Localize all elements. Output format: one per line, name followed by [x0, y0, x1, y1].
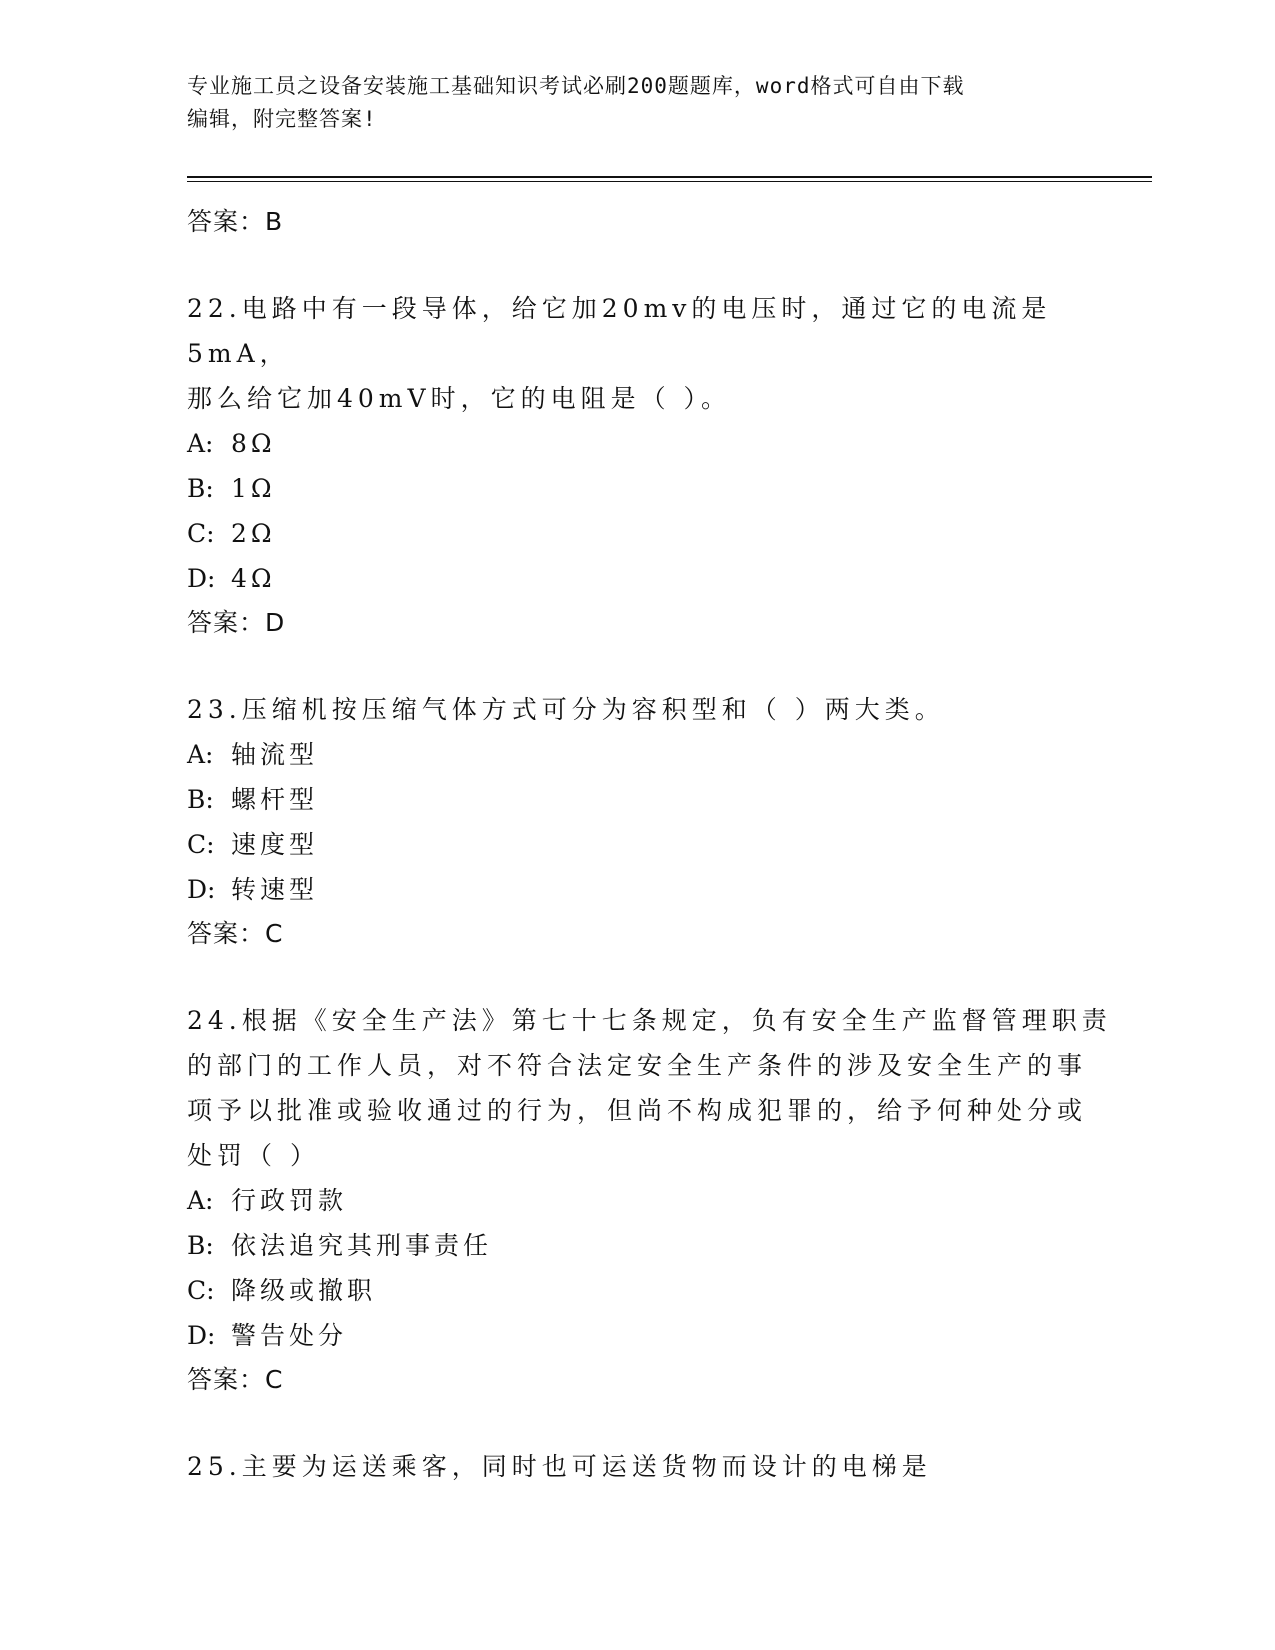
option-b: B: 1Ω — [187, 474, 276, 503]
option-d: D: 4Ω — [187, 564, 276, 593]
document-page — [187, 70, 1147, 1489]
option-b: B: 螺杆型 — [187, 785, 319, 814]
answer: 答案：C — [187, 1365, 284, 1394]
question-stem: 25.主要为运送乘客，同时也可运送货物而设计的电梯是 — [187, 1452, 932, 1481]
option-a: A: 8Ω — [187, 429, 276, 458]
header-divider — [187, 176, 1152, 182]
answer: 答案：D — [187, 608, 286, 637]
question-stem: 24.根据《安全生产法》第七十七条规定，负有安全生产监督管理职责 的部门的工作人员，对不符合法定安全生产条件的涉及安全生产的事 项予以批准或验收通过的行为，但尚不构成犯罪的，给予何种处分或 处罚（ ） — [187, 1006, 1112, 1170]
question-22 — [187, 286, 1147, 645]
question-stem: 22.电路中有一段导体，给它加20mv的电压时，通过它的电流是5mA， 那么给它加40mV时，它的电阻是（ ）。 — [187, 294, 1052, 413]
option-c: C: 降级或撤职 — [187, 1276, 377, 1305]
header-line-2: 编辑，附完整答案! — [187, 107, 377, 131]
option-c: C: 速度型 — [187, 830, 319, 859]
question-24 — [187, 998, 1147, 1402]
question-stem: 23.压缩机按压缩气体方式可分为容积型和（ ）两大类。 — [187, 695, 945, 724]
option-d: D: 警告处分 — [187, 1321, 348, 1350]
option-c: C: 2Ω — [187, 519, 276, 548]
option-b: B: 依法追究其刑事责任 — [187, 1231, 493, 1260]
option-a: A: 轴流型 — [187, 740, 319, 769]
header-line-1: 专业施工员之设备安装施工基础知识考试必刷200题题库，word格式可自由下载 — [187, 74, 965, 98]
previous-answer: 答案：B — [187, 207, 284, 236]
document-header — [187, 70, 1147, 136]
answer: 答案：C — [187, 919, 284, 948]
option-a: A: 行政罚款 — [187, 1186, 348, 1215]
option-d: D: 转速型 — [187, 875, 319, 904]
question-23 — [187, 687, 1147, 956]
question-25 — [187, 1444, 1147, 1489]
